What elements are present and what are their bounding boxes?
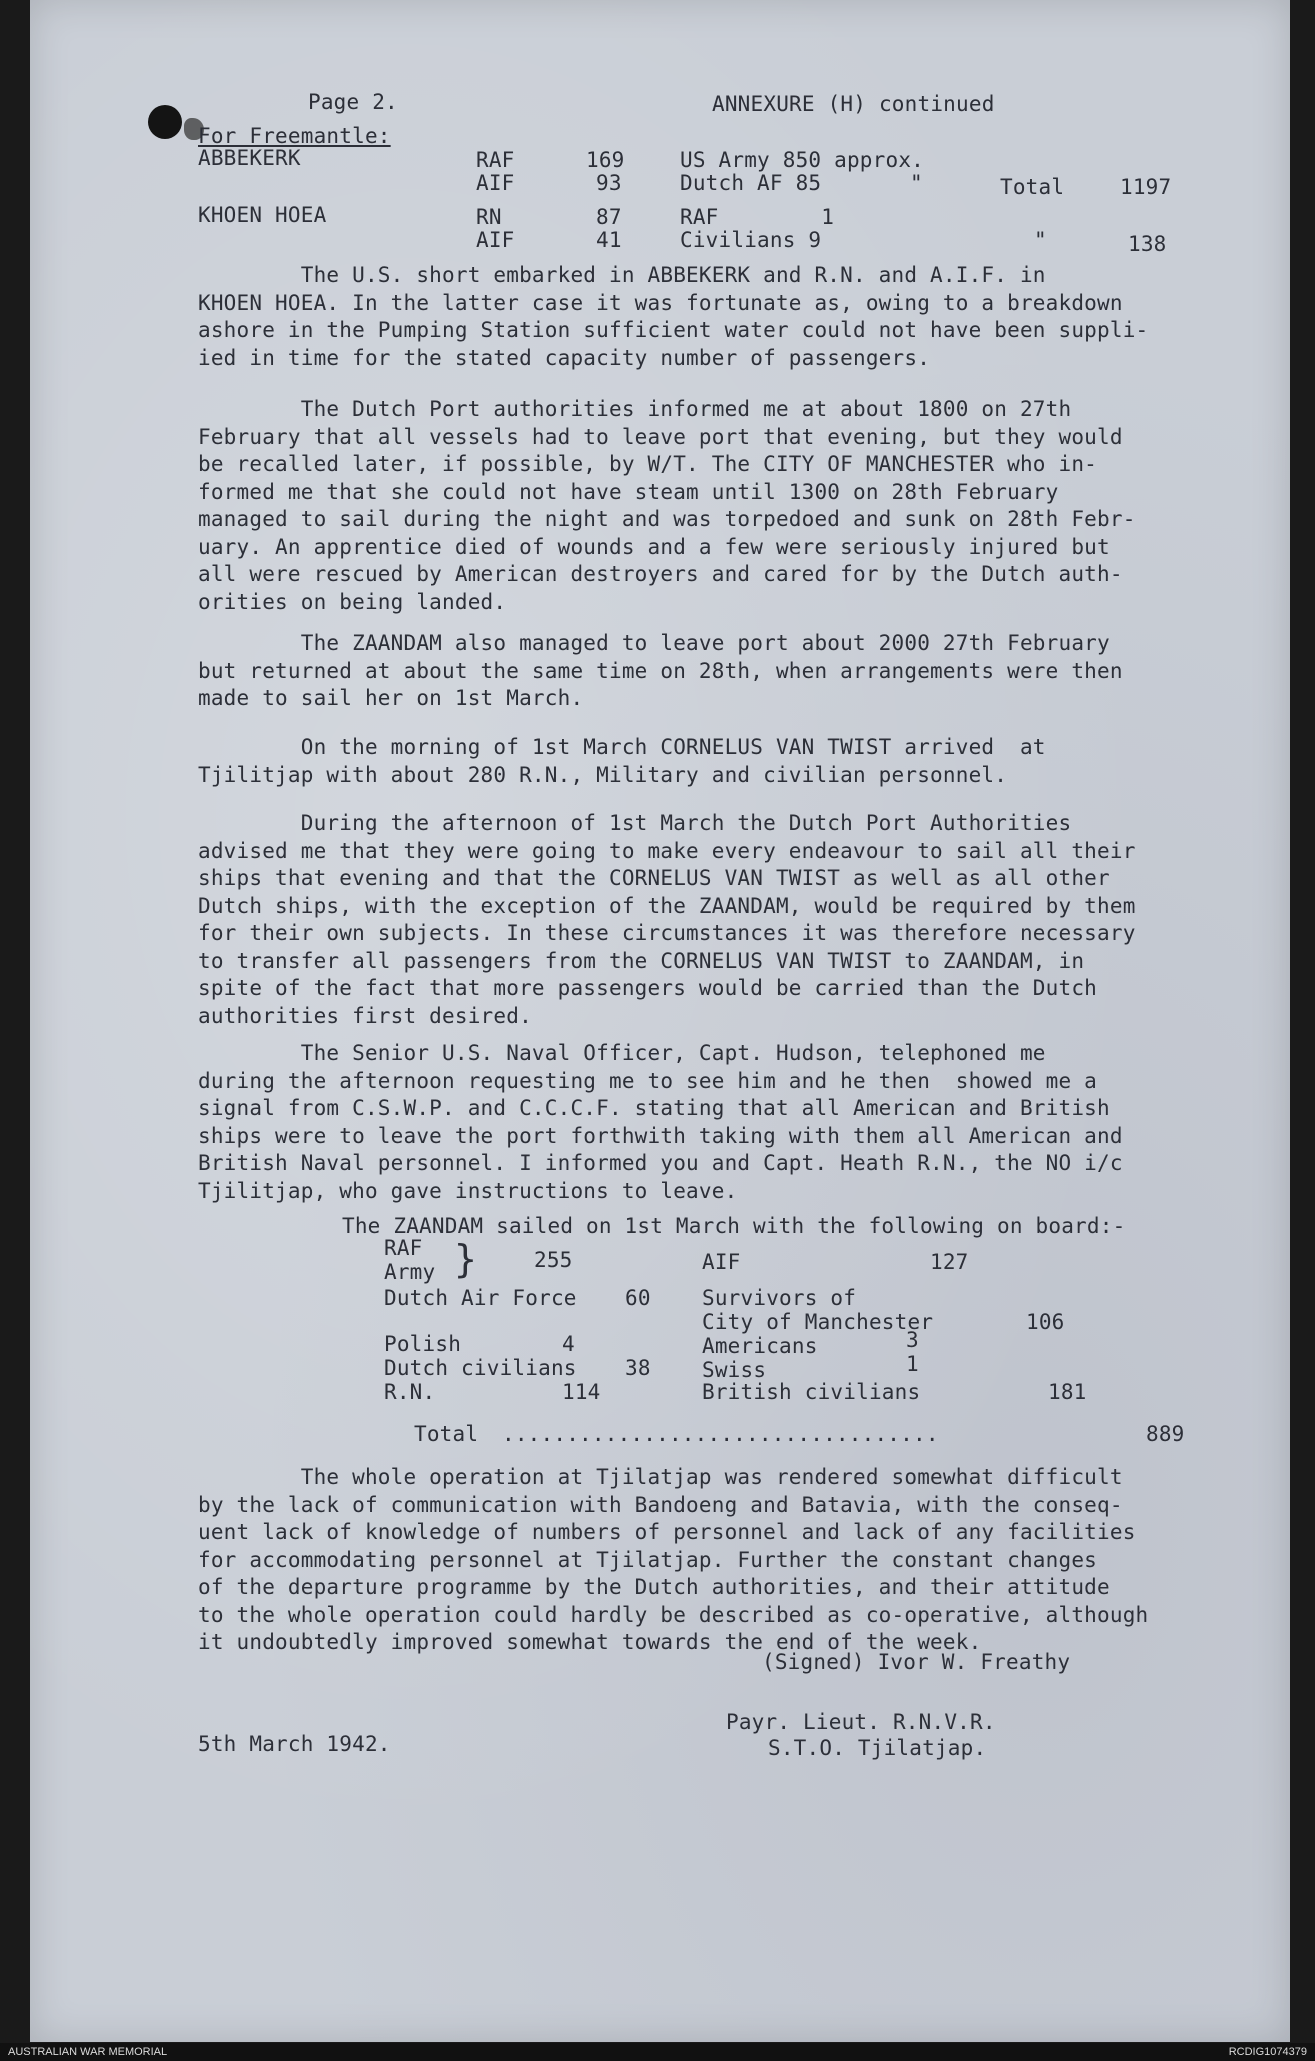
list-value: 4 bbox=[562, 1332, 575, 1356]
list-value: 106 bbox=[1026, 1310, 1065, 1334]
closing-paragraph: The whole operation at Tjilatjap was rendered somewhat difficult by the lack of communication with Bandoeng and Batavia, with the conseq- uent lack of knowledge of numbers of personnel and lack of any facilities for accommodating personnel at Tjilatjap. Further the constant changes of the departure programme by the Dutch authorities, and their attitude to the whole operation could hardly be described as co-operative, although it undoubtedly improved somewhat towards the end of the week. bbox=[198, 1465, 1149, 1654]
table-cell: Civilians 9 bbox=[680, 228, 822, 252]
punch-hole bbox=[148, 105, 182, 139]
archive-id: RCDIG1074379 bbox=[1228, 2046, 1307, 2058]
list-label: Americans bbox=[702, 1334, 818, 1358]
paragraph-5: During the afternoon of 1st March the Dutch Port Authorities advised me that they were going to make every endeavour to sail all their ships that evening and that the CORNELUS VAN TWIST as well as all other Dutch ships, with the exception of the ZAANDAM, would be required by them for their own subjects. In these circumstances it was therefore necessary to transfer all passengers from the CORNELUS VAN TWIST to ZAANDAM, in spite of the fact that more passengers would be carried than the Dutch authorities first desired. bbox=[198, 811, 1136, 1028]
grand-total-label: Total bbox=[414, 1422, 479, 1446]
list-label: City of Manchester bbox=[702, 1310, 934, 1334]
list-label: AIF bbox=[702, 1250, 741, 1274]
paragraph-3: The ZAANDAM also managed to leave port about 2000 27th February but returned at about the same time on 28th, when arrangements were then made to sail her on 1st March. bbox=[198, 631, 1123, 710]
zaandam-intro: The ZAANDAM sailed on 1st March with the following on board:- bbox=[342, 1214, 1126, 1238]
list-label: Dutch Air Force bbox=[384, 1286, 577, 1310]
table-cell: AIF bbox=[476, 228, 515, 252]
archive-footer bbox=[0, 2043, 1315, 2061]
table-cell: AIF bbox=[476, 171, 515, 195]
list-label: R.N. bbox=[384, 1380, 436, 1404]
list-label: RAF bbox=[384, 1236, 423, 1260]
table-cell: 87 bbox=[596, 205, 622, 229]
table-cell: US Army 850 approx. bbox=[680, 148, 925, 172]
document-page bbox=[30, 0, 1290, 2042]
list-value: 114 bbox=[562, 1380, 601, 1404]
list-label: Army bbox=[384, 1260, 436, 1284]
list-value: 38 bbox=[625, 1356, 651, 1380]
document-date: 5th March 1942. bbox=[198, 1732, 391, 1756]
list-value: 3 bbox=[906, 1328, 919, 1352]
table-cell: RAF 1 bbox=[680, 205, 835, 229]
list-label: British civilians bbox=[702, 1380, 921, 1404]
list-label: Swiss bbox=[702, 1358, 767, 1382]
list-value: 127 bbox=[930, 1250, 969, 1274]
brace: } bbox=[454, 1237, 478, 1281]
table-cell: 169 bbox=[586, 148, 625, 172]
ship-name-abbekerk: ABBEKERK bbox=[198, 146, 301, 170]
paragraph-6: The Senior U.S. Naval Officer, Capt. Hudson, telephoned me during the afternoon requesting me to see him and he then showed me a signal from C.S.W.P. and C.C.C.F. stating that all American and British ships were to leave the port forthwith taking with them all American and British Naval personnel. I informed you and Capt. Heath R.N., the NO i/c Tjilitjap, who gave instructions to leave. bbox=[198, 1041, 1123, 1203]
ditto-mark: " bbox=[1034, 228, 1047, 252]
table-cell: RN bbox=[476, 205, 502, 229]
paragraph-1: The U.S. short embarked in ABBEKERK and R.N. and A.I.F. in KHOEN HOEA. In the latter case it was fortunate as, owing to a breakdown ashore in the Pumping Station sufficient water could not have been suppli- ied in time for the stated capacity number of passengers. bbox=[198, 263, 1149, 370]
signature-post: S.T.O. Tjilatjap. bbox=[768, 1736, 987, 1760]
signature: (Signed) Ivor W. Freathy bbox=[762, 1650, 1071, 1674]
list-value: 255 bbox=[534, 1248, 573, 1272]
total-value: 138 bbox=[1128, 232, 1167, 256]
list-value: 181 bbox=[1048, 1380, 1087, 1404]
table-cell: 93 bbox=[596, 171, 622, 195]
page-number: Page 2. bbox=[308, 90, 398, 114]
archive-name: AUSTRALIAN WAR MEMORIAL bbox=[8, 2046, 168, 2058]
list-label: Dutch civilians bbox=[384, 1356, 577, 1380]
annexure-heading: ANNEXURE (H) continued bbox=[712, 92, 995, 116]
grand-total-dots: .................................. bbox=[502, 1422, 939, 1446]
fremantle-heading: For Freemantle: bbox=[198, 124, 391, 148]
signature-rank: Payr. Lieut. R.N.V.R. bbox=[726, 1710, 996, 1734]
paragraph-4: On the morning of 1st March CORNELUS VAN TWIST arrived at Tjilitjap with about 280 R.N., Military and civilian personnel. bbox=[198, 735, 1046, 787]
total-value: 1197 bbox=[1120, 175, 1172, 199]
grand-total-value: 889 bbox=[1146, 1422, 1185, 1446]
list-value: 1 bbox=[906, 1352, 919, 1376]
total-label: Total bbox=[1000, 175, 1065, 199]
table-cell: 41 bbox=[596, 228, 622, 252]
list-value: 60 bbox=[625, 1286, 651, 1310]
table-cell: Dutch AF 85 bbox=[680, 171, 822, 195]
ditto-mark: " bbox=[910, 171, 923, 195]
list-label: Polish bbox=[384, 1332, 462, 1356]
table-cell: RAF bbox=[476, 148, 515, 172]
list-label: Survivors of bbox=[702, 1286, 857, 1310]
ship-name-khoen-hoea: KHOEN HOEA bbox=[198, 203, 327, 227]
paragraph-2: The Dutch Port authorities informed me at about 1800 on 27th February that all vessels had to leave port that evening, but they would be recalled later, if possible, by W/T. The CITY OF MANCHESTER who in- formed me that she could not have steam until 1300 on 28th February managed to sail during the night and was torpedoed and sunk on 28th Febr- uary. An apprentice died of wounds and a few were seriously injured but all were rescued by American destroyers and cared for by the Dutch auth- orities on being landed. bbox=[198, 397, 1136, 614]
